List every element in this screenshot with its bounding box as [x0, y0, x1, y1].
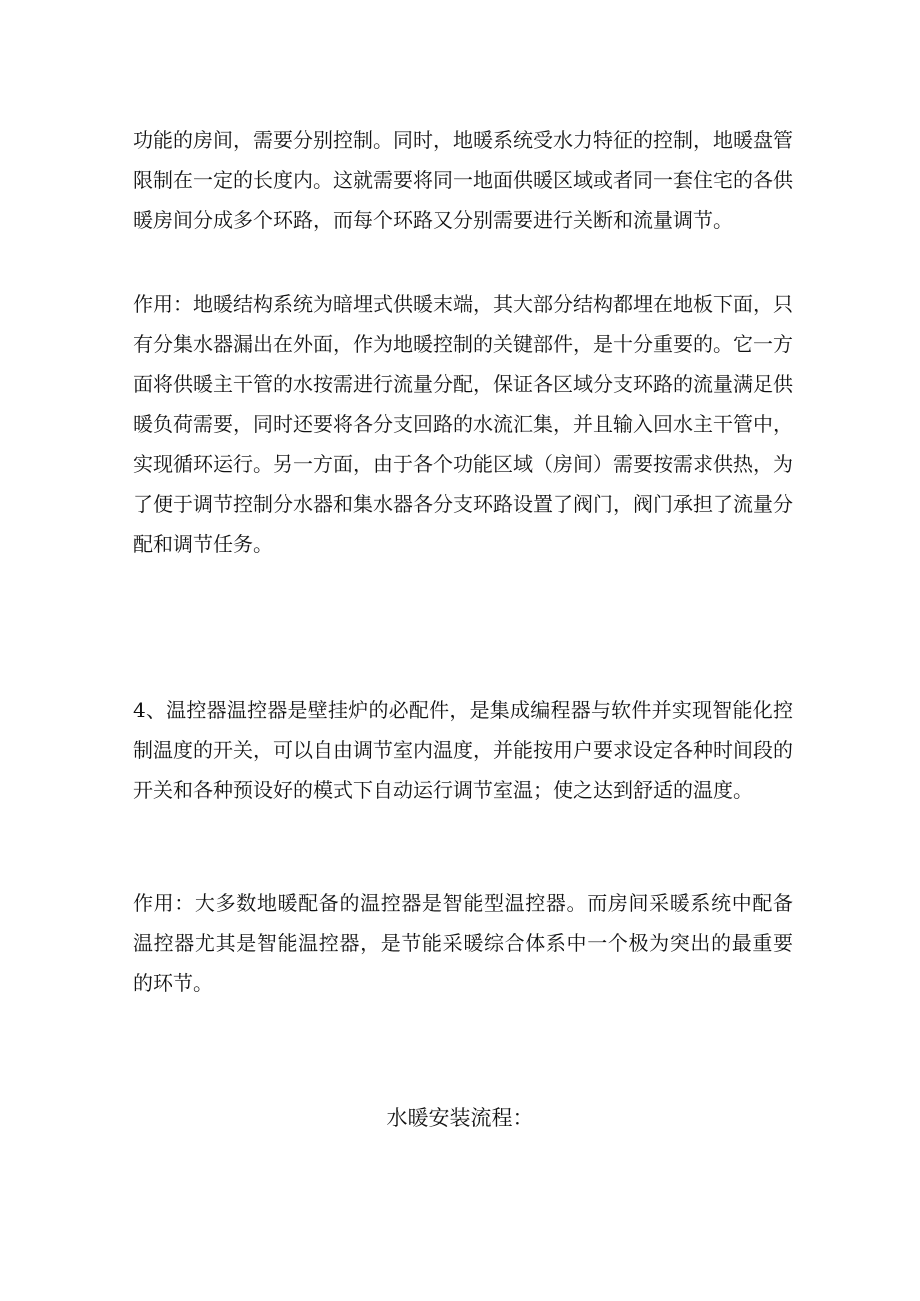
- text-line: 面将供暖主干管的水按需进行流量分配，保证各区域分支环路的流量满足供: [133, 372, 793, 396]
- text-line: 暖负荷需要，同时还要将各分支回路的水流汇集，并且输入回水主干管中，: [133, 412, 793, 436]
- text-line: 温控器尤其是智能温控器，是节能采暖综合体系中一个极为突出的最重要: [133, 931, 793, 955]
- text-line: 了便于调节控制分水器和集水器各分支环路设置了阀门，阀门承担了流量分: [133, 492, 793, 516]
- paragraph-manifold-function: [133, 284, 793, 564]
- text-line: 配和调节任务。: [133, 532, 273, 556]
- text-line: 4、温控器温控器是壁挂炉的必配件，是集成编程器与软件并实现智能化控: [133, 698, 793, 722]
- text-line: 有分集水器漏出在外面，作为地暖控制的关键部件，是十分重要的。它一方: [133, 332, 793, 356]
- text-line: 制温度的开关，可以自由调节室内温度，并能按用户要求设定各种时间段的: [133, 738, 793, 762]
- text-line: 开关和各种预设好的模式下自动运行调节室温；使之达到舒适的温度。: [133, 778, 753, 802]
- text-line: 作用：地暖结构系统为暗埋式供暖末端，其大部分结构都埋在地板下面，只: [133, 292, 793, 316]
- text-line: 的环节。: [133, 971, 213, 995]
- paragraph-floor-heating-zones: [133, 120, 793, 240]
- text-line: 功能的房间，需要分别控制。同时，地暖系统受水力特征的控制，地暖盘管: [133, 128, 793, 152]
- paragraph-thermostat-function: [133, 883, 793, 1003]
- text-line: 暖房间分成多个环路，而每个环路又分别需要进行关断和流量调节。: [133, 208, 733, 232]
- section-title: 水暖安装流程：: [386, 1106, 534, 1130]
- paragraph-thermostat-intro: [133, 690, 793, 810]
- text-line: 限制在一定的长度内。这就需要将同一地面供暖区域或者同一套住宅的各供: [133, 168, 793, 192]
- text-line: 作用：大多数地暖配备的温控器是智能型温控器。而房间采暖系统中配备: [133, 891, 793, 915]
- text-line: 实现循环运行。另一方面，由于各个功能区域（房间）需要按需求供热，为: [133, 452, 793, 476]
